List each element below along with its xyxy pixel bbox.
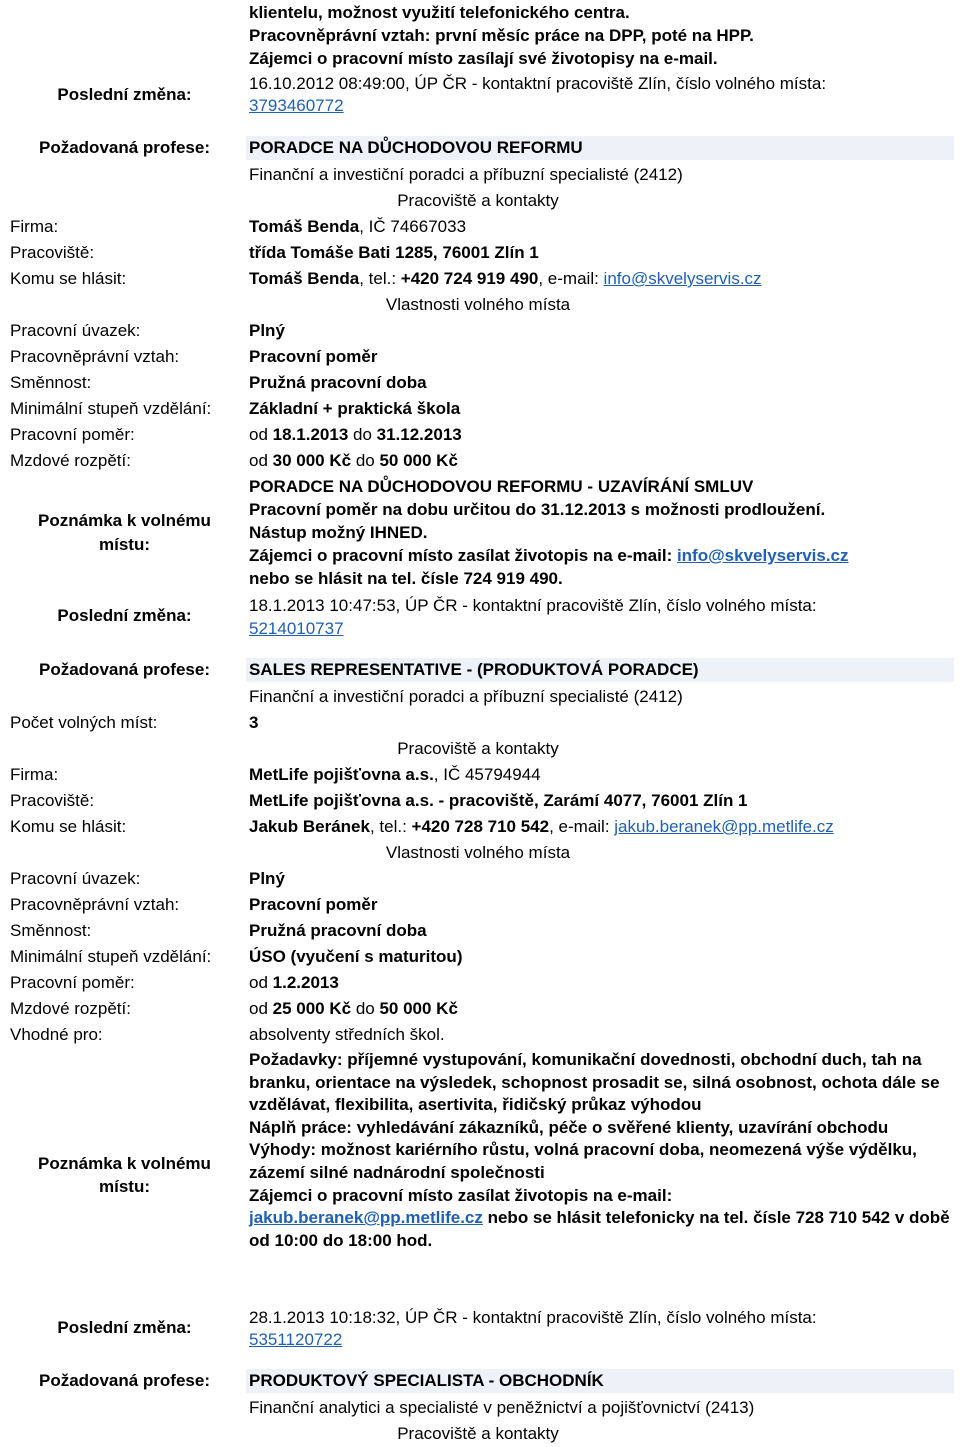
salary-from-word: od [249, 999, 273, 1018]
profession-label: Požadovaná profese: [39, 1371, 210, 1390]
last-change-text: 28.1.2013 10:18:32, ÚP ČR - kontaktní pracoviště Zlín, číslo volného místa: [249, 1308, 817, 1327]
note-label: místu: [99, 1177, 150, 1196]
period-to-word: do [348, 425, 377, 444]
note-label: Poznámka k volnému [38, 511, 211, 530]
contact-email-link[interactable]: info@skvelyservis.cz [603, 269, 762, 288]
properties-heading: Vlastnosti volného místa [385, 295, 571, 314]
properties-heading: Vlastnosti volného místa [385, 843, 571, 862]
firm-name: MetLife pojišťovna a.s. [249, 765, 434, 784]
salary-to-word: do [351, 999, 380, 1018]
last-change-label: Poslední změna: [57, 1318, 192, 1337]
note-paragraph: Výhody: možnost kariérního růstu, volná pracovní doba, neomezená výše výdělku, zázemí silné nadnárodní společnosti [249, 1140, 917, 1182]
note-line [249, 545, 849, 567]
suitable-label: Vhodné pro: [10, 1025, 103, 1044]
note-email-link[interactable]: jakub.beranek@pp.metlife.cz [249, 1208, 483, 1228]
contact-label: Komu se hlásit: [10, 817, 127, 836]
education-value: Základní + praktická škola [249, 399, 461, 418]
count-label: Počet volných míst: [10, 713, 158, 732]
note-after-email: nebo se hlásit telefonicky na tel. čísle 728 710 542 v době od 10:00 do 18:00 hod. [249, 1208, 950, 1250]
salary-label: Mzdové rozpětí: [10, 451, 131, 470]
relation-value: Pracovní poměr [249, 895, 378, 914]
note-block [249, 1049, 955, 1252]
last-change-text: 16.10.2012 08:49:00, ÚP ČR - kontaktní pracoviště Zlín, číslo volného místa: [249, 74, 827, 93]
contact-email-label: , e-mail: [549, 817, 615, 836]
workplace-value: MetLife pojišťovna a.s. - pracoviště, Zarámí 4077, 76001 Zlín 1 [249, 791, 748, 810]
note-line: Zájemci o pracovní místo zasílají své životopisy na e-mail. [249, 49, 718, 68]
shift-label: Směnnost: [10, 373, 92, 392]
contact-label: Komu se hlásit: [10, 269, 127, 288]
firm-label: Firma: [10, 765, 59, 784]
suitable-value: absolventy středních škol. [249, 1025, 445, 1044]
education-value: ÚSO (vyučení s maturitou) [249, 947, 463, 966]
load-value: Plný [249, 321, 285, 340]
profession-category: Finanční a investiční poradci a příbuzní specialisté (2412) [249, 687, 683, 706]
profession-category: Finanční a investiční poradci a příbuzní specialisté (2412) [249, 165, 683, 184]
note-label: místu: [99, 535, 150, 554]
load-label: Pracovní úvazek: [10, 869, 141, 888]
period-value [249, 424, 462, 446]
note-email-prefix: Zájemci o pracovní místo zasílat životopis na e-mail: [249, 546, 677, 565]
relation-value: Pracovní poměr [249, 347, 378, 366]
last-change-label: Poslední změna: [57, 85, 192, 104]
note-line: Pracovněprávní vztah: první měsíc práce na DPP, poté na HPP. [249, 26, 754, 45]
firm-name: Tomáš Benda [249, 217, 360, 236]
note-line: Pracovní poměr na dobu určitou do 31.12.2013 s možnosti prodloužení. [249, 500, 826, 519]
note-line: PORADCE NA DŮCHODOVOU REFORMU - UZAVÍRÁNÍ SMLUV [249, 477, 754, 496]
contact-value [249, 268, 762, 290]
salary-to-word: do [351, 451, 380, 470]
note-label: Poznámka k volnému [38, 1154, 211, 1173]
profession-title: PRODUKTOVÝ SPECIALISTA - OBCHODNÍK [249, 1371, 604, 1390]
last-change-text: 18.1.2013 10:47:53, ÚP ČR - kontaktní pracoviště Zlín, číslo volného místa: [249, 596, 817, 615]
note-line: nebo se hlásit na tel. čísle 724 919 490. [249, 569, 563, 588]
contact-email-link[interactable]: jakub.beranek@pp.metlife.cz [614, 817, 834, 836]
vacancy-number-link[interactable]: 5214010737 [249, 619, 344, 638]
period-from: 1.2.2013 [272, 973, 339, 992]
note-email-link[interactable]: info@skvelyservis.cz [676, 546, 849, 565]
workplace-heading: Pracoviště a kontakty [397, 1424, 559, 1443]
salary-from-word: od [249, 451, 273, 470]
shift-value: Pružná pracovní doba [249, 921, 427, 940]
salary-to: 50 000 Kč [379, 451, 458, 470]
contact-value [249, 816, 834, 838]
relation-label: Pracovněprávní vztah: [10, 895, 180, 914]
profession-label: Požadovaná profese: [39, 138, 210, 157]
note-paragraph: Zájemci o pracovní místo zasílat životopis na e-mail: [249, 1185, 673, 1205]
salary-value [249, 998, 458, 1020]
firm-label: Firma: [10, 217, 59, 236]
workplace-label: Pracoviště: [10, 791, 95, 810]
period-from: 18.1.2013 [272, 425, 349, 444]
firm-value [249, 764, 541, 786]
shift-label: Směnnost: [10, 921, 92, 940]
note-line: Nástup možný IHNED. [249, 523, 428, 542]
salary-from: 30 000 Kč [272, 451, 352, 470]
period-label: Pracovní poměr: [10, 425, 135, 444]
relation-label: Pracovněprávní vztah: [10, 347, 180, 366]
education-label: Minimální stupeň vzdělání: [10, 399, 212, 418]
contact-phone: +420 724 919 490 [400, 269, 539, 288]
salary-value [249, 450, 458, 472]
profession-title: PORADCE NA DŮCHODOVOU REFORMU [249, 138, 583, 157]
firm-ico: , IČ 45794944 [433, 765, 541, 784]
workplace-heading: Pracoviště a kontakty [397, 191, 559, 210]
profession-category: Finanční analytici a specialisté v peněžnictví a pojišťovnictví (2413) [249, 1398, 755, 1417]
load-value: Plný [249, 869, 285, 888]
contact-phone: +420 728 710 542 [411, 817, 550, 836]
last-change-label: Poslední změna: [57, 606, 192, 625]
note-paragraph: Náplň práce: vyhledávání zákazníků, péče o svěřené klienty, uzavírání obchodu [249, 1117, 889, 1137]
workplace-heading: Pracoviště a kontakty [397, 739, 559, 758]
contact-name: Tomáš Benda [249, 269, 360, 288]
salary-from: 25 000 Kč [272, 999, 352, 1018]
note-paragraph: Požadavky: příjemné vystupování, komunikační dovednosti, obchodní duch, tah na branku, orientace na výsledek, schopnost prosadit se, silná osobnost, ochota dále se vzdělávat, flexibilita, asertivita, řidičský průkaz výhodou [249, 1050, 940, 1115]
profession-label: Požadovaná profese: [39, 660, 210, 679]
contact-tel-label: , tel.: [359, 269, 401, 288]
profession-title: SALES REPRESENTATIVE - (PRODUKTOVÁ PORADCE) [249, 660, 699, 679]
contact-email-label: , e-mail: [538, 269, 604, 288]
note-paragraph [249, 1207, 955, 1252]
salary-to: 50 000 Kč [379, 999, 458, 1018]
count-value: 3 [249, 713, 259, 732]
education-label: Minimální stupeň vzdělání: [10, 947, 212, 966]
workplace-label: Pracoviště: [10, 243, 95, 262]
firm-ico: , IČ 74667033 [359, 217, 467, 236]
contact-name: Jakub Beránek [249, 817, 370, 836]
load-label: Pracovní úvazek: [10, 321, 141, 340]
vacancy-number-link[interactable]: 5351120722 [249, 1330, 343, 1349]
period-to: 31.12.2013 [376, 425, 462, 444]
workplace-value: třída Tomáše Bati 1285, 76001 Zlín 1 [249, 243, 539, 262]
contact-tel-label: , tel.: [369, 817, 412, 836]
period-from-word: od [249, 973, 273, 992]
period-value [249, 972, 339, 994]
period-label: Pracovní poměr: [10, 973, 135, 992]
vacancy-number-link[interactable]: 3793460772 [249, 96, 344, 115]
firm-value [249, 216, 466, 238]
shift-value: Pružná pracovní doba [249, 373, 427, 392]
salary-label: Mzdové rozpětí: [10, 999, 131, 1018]
period-from-word: od [249, 425, 273, 444]
note-line: klientelu, možnost využití telefonického centra. [249, 3, 630, 22]
